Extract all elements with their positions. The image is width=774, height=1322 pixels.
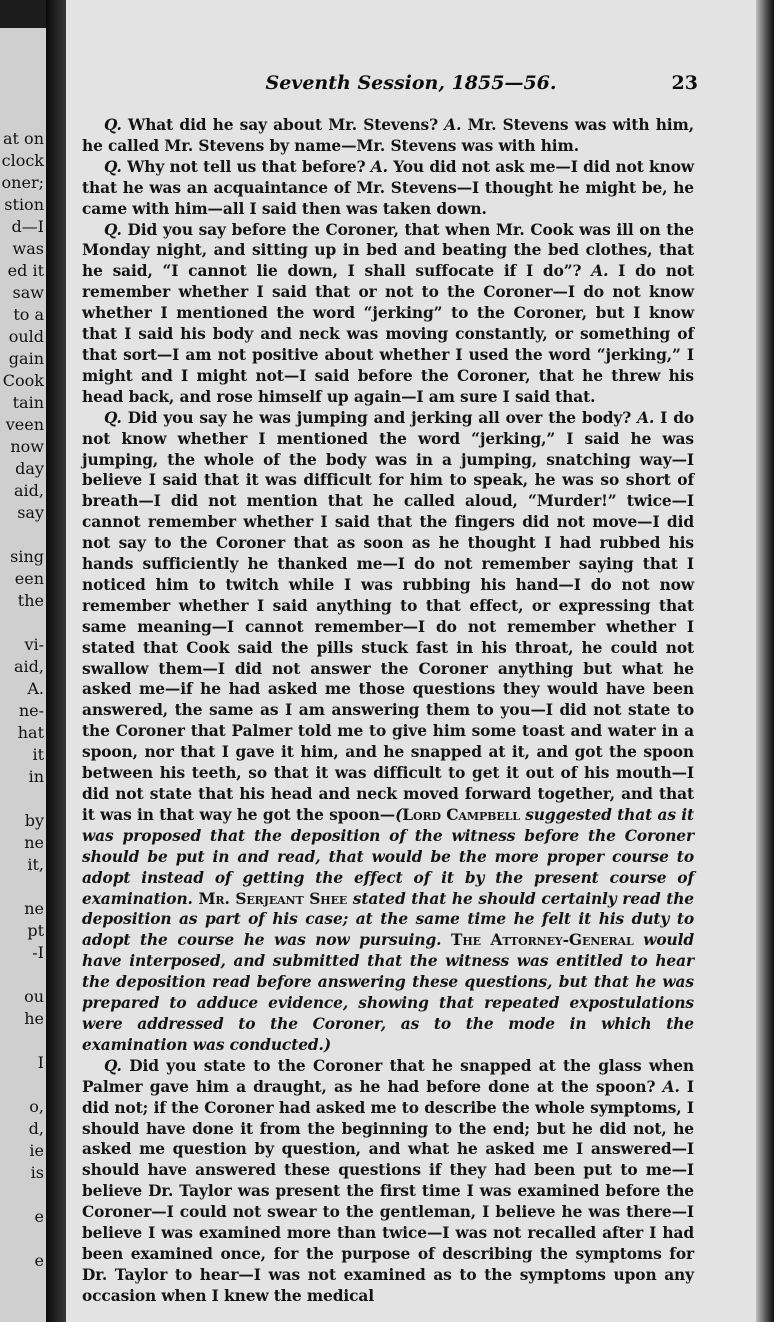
body-text [82,115,694,1307]
margin-fragment: saw [12,283,44,302]
margin-fragment: ed it [7,261,44,280]
margin-fragment: I [37,1053,44,1072]
margin-fragment: to a [13,305,44,324]
answer-text: I do not know whether I mentioned the word “jerking,” I said he was jumping, the whole of the body was in a jumping, snatching way—I believe I said that it was difficult for him to speak, he was so short of breath—I did not mention that he called aloud, “Murder!” twice—I cannot remember whether I said that the fingers did not move—I did not say to the Coroner that as soon as he thought I had rubbed his hands sufficiently he thanked me—I do not remember saying that I noticed him to twitch while I was rubbing his hand—I do not now remember whether I said anything to that effect, or expressing that same meaning—I cannot remember—I do not remember whether I stated that Cook said the pills stuck fast in his throat, he could not swallow them—I did not answer the Coroner anything but what he asked me—if he had asked me those questions they would have been answered, the same as I am answering them to you—I did not state to the Coroner that Palmer told me to give him some toast and water in a spoon, nor that I gave it him, and he snapped at it, and got the spoon between his teeth, so that it was difficult to get it out of his mouth—I did not state that his head and neck moved forward together, and that it was in that way he got the spoon— [82,408,695,824]
margin-fragment: aid, [14,481,44,500]
margin-fragment: day [15,459,44,478]
margin-fragment: oner; [1,173,44,192]
running-title: Seventh Session, 1855—56. [265,72,557,94]
margin-fragment: e [34,1251,44,1270]
margin-fragment: Cook [2,371,44,390]
margin-fragment: at on [3,129,44,148]
margin-fragment: o, [29,1097,44,1116]
qa-paragraph [82,115,694,157]
margin-fragment: ould [8,327,44,346]
answer-text: I do not remember whether I said that or not to the Coroner—I do not know whether I mentioned the word “jerking” to the Coroner, but I know that I said his body and neck was moving constantly, or something of that sort—I am not positive about whether I used the word “jerking,” I might and I might not—I said before the Coroner, that he threw his head back, and rose himself up again—I am sure I said that. [82,262,694,406]
note-text: suggested that as it was proposed that the deposition of the witness before the Coroner should be put in and read, that would be the more proper course to adopt instead of getting the effect of it by the present course of examination. [82,805,694,908]
question-label: Q. [104,220,122,239]
margin-fragment: it [32,745,44,764]
question-text: Did you say he was jumping and jerking all over the body? [127,408,632,427]
qa-paragraph [82,220,694,408]
margin-fragment: -I [32,943,44,962]
book-page [66,0,756,1322]
running-header [66,72,756,100]
question-text: Why not tell us that before? [127,157,366,176]
margin-fragment: was [12,239,44,258]
question-label: Q. [104,116,122,134]
adjacent-page-fragment [0,28,48,1322]
question-text: Did you say before the Coroner, that when Mr. Cook was ill on the Monday night, and sitting up in bed and beating the bed clothes, that he said, “I cannot lie down, I shall suffocate if I do”? [82,220,694,281]
answer-label: A. [662,1077,680,1096]
court-note [82,806,694,1054]
qa-paragraph [82,1056,694,1307]
book-gutter [46,0,68,1322]
speaker-name: Lord Campbell [402,805,520,824]
margin-fragment: say [17,503,44,522]
question-label: Q. [104,1056,122,1075]
qa-paragraph [82,408,694,1056]
answer-label: A. [637,408,655,427]
page-edge-shadow [756,0,774,1322]
qa-paragraph [82,157,694,220]
answer-text: You did not ask me—I did not know that he was an acquaintance of Mr. Stevens—I thought he might be, he came with him—all I said then was taken down. [82,157,695,218]
margin-fragment: in [28,767,44,786]
margin-fragment: ne [24,899,44,918]
answer-label: A. [370,157,388,176]
note-text: stated that he should certainly read the deposition as part of his case; at the same time he felt it his duty to adopt the course he was now pursuing. [82,889,694,950]
margin-fragment: een [14,569,44,588]
question-text: Did you state to the Coroner that he snapped at the glass when Palmer gave him a draught, as he had before done at the spoon? [82,1056,695,1096]
answer-text: I did not; if the Coroner had asked me to describe the whole symptoms, I should have done it from the beginning to the end; but he did not, he asked me question by question, and what he asked me I answered—I should have answered these questions if they had been put to me—I believe Dr. Taylor was present the first time I was examined before the Coroner—I could not swear to the gentleman, I believe he was there—I believe I was examined more than twice—I was not recalled after I had been examined once, for the purpose of describing the symptoms for Dr. Taylor to hear—I was not examined as to the symptoms upon any occasion when I knew the medical [82,1077,694,1305]
margin-fragment: veen [5,415,44,434]
margin-fragment: vi- [24,635,44,654]
margin-fragment: by [24,811,44,830]
question-label: Q. [104,157,122,176]
answer-label: A. [444,116,462,134]
margin-fragment: aid, [14,657,44,676]
note-close-paren: ) [323,1035,332,1054]
note-text: would have interposed, and submitted that the witness was entitled to hear the deposition read before answering these questions, but that he was prepared to adduce evidence, showing that repeated expostulations were addressed to the Coroner, as to the mode in which the examination was conducted. [82,931,695,1054]
question-text: What did he say about Mr. Stevens? [128,116,439,134]
margin-fragment: it, [27,855,44,874]
margin-fragment: tain [12,393,44,412]
margin-fragment: ne- [18,701,44,720]
answer-text: Mr. Stevens was with him, he called Mr. Stevens by name—Mr. Stevens was with him. [82,116,694,155]
margin-fragment: stion [4,195,44,214]
margin-fragment: hat [17,723,44,742]
margin-fragment: pt [27,921,44,940]
margin-fragment: d, [28,1119,44,1138]
margin-fragment: ie [29,1141,44,1160]
margin-fragment: A. [27,679,44,698]
margin-fragment: he [24,1009,44,1028]
speaker-name: Mr. Serjeant Shee [198,889,348,908]
margin-fragment: ou [24,987,44,1006]
margin-fragment: e [34,1207,44,1226]
speaker-name: The Attorney-General [450,931,634,950]
note-open-paren: ( [395,805,403,824]
question-label: Q. [104,408,122,427]
margin-fragment: is [30,1163,44,1182]
margin-fragment: d—I [11,217,44,236]
margin-fragment: the [17,591,44,610]
margin-fragment: ne [24,833,44,852]
margin-fragment: sing [10,547,44,566]
margin-fragment: gain [8,349,44,368]
page-number: 23 [671,72,698,94]
margin-fragment: now [10,437,44,456]
margin-fragment: clock [1,151,44,170]
answer-label: A. [591,262,609,281]
